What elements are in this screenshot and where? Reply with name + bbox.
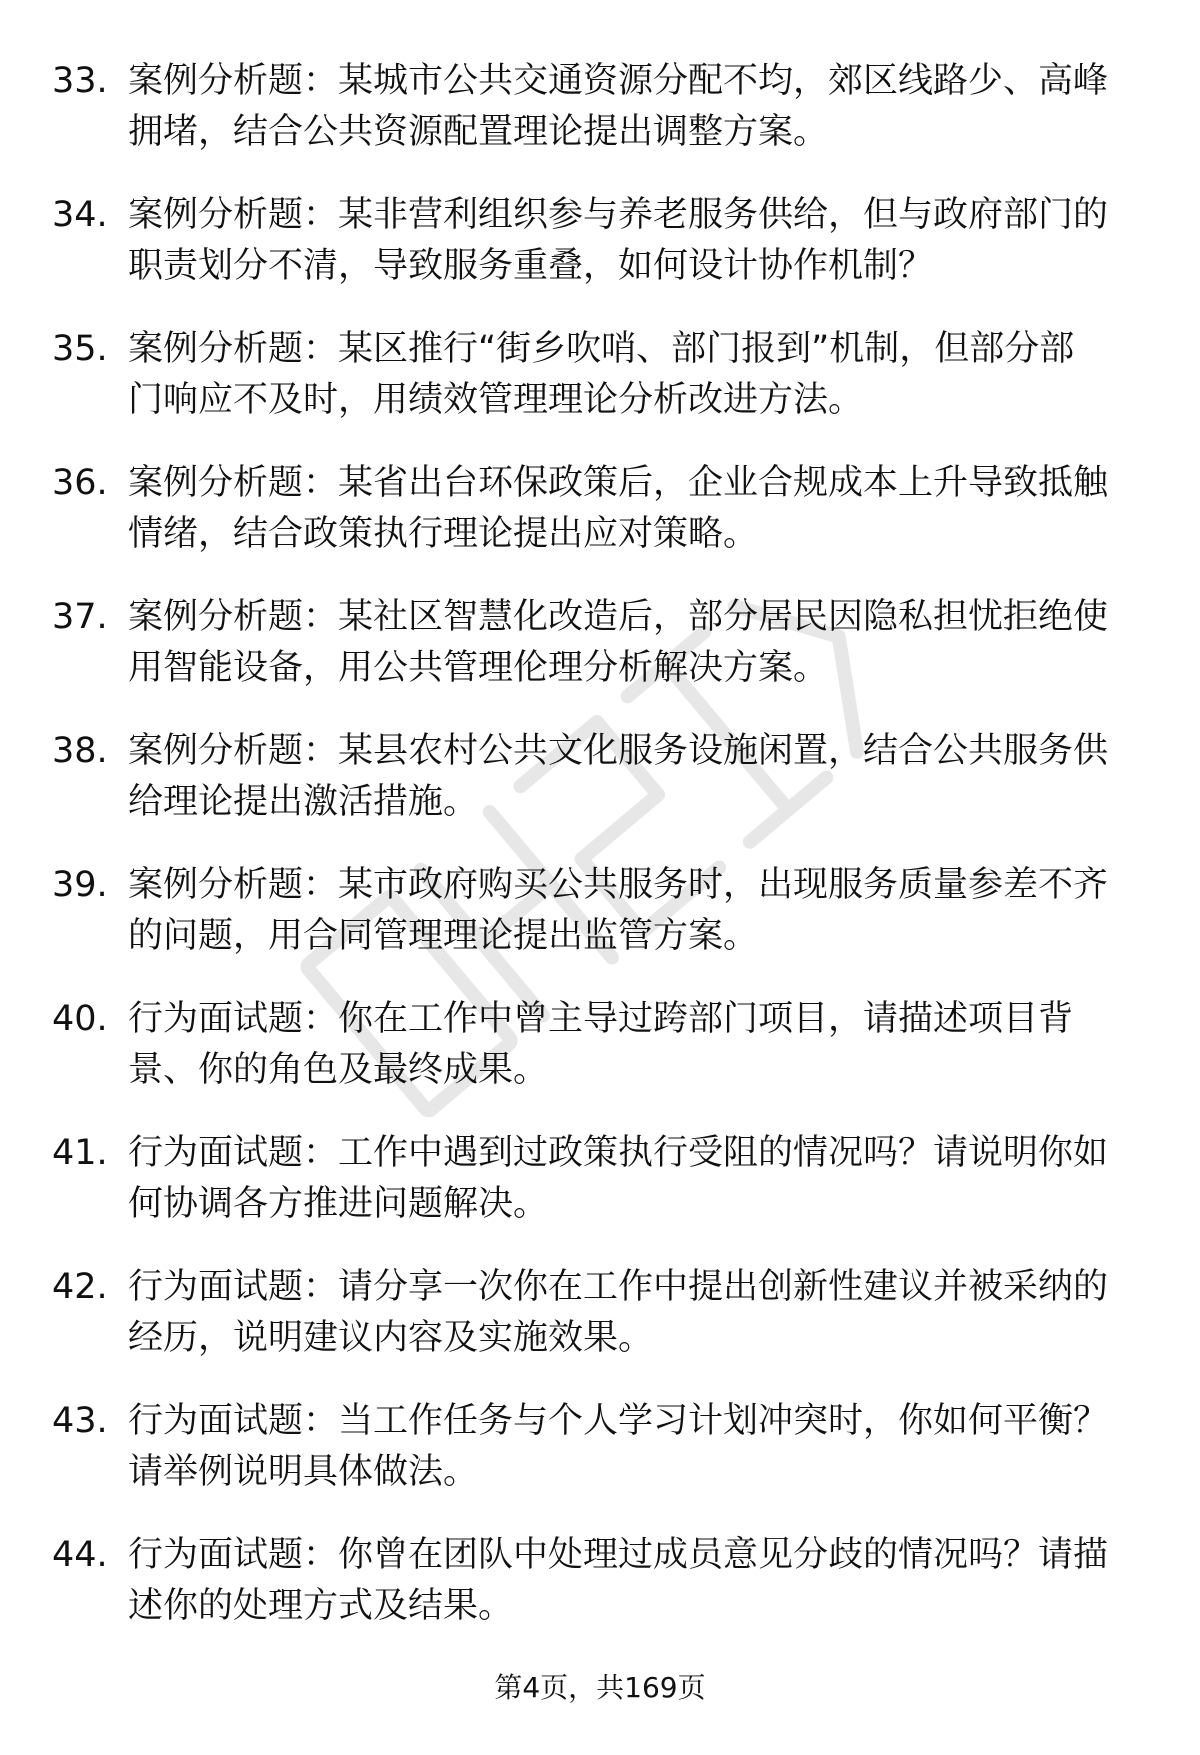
- question-text-line: 何协调各方推进问题解决。: [128, 1184, 549, 1224]
- page-footer: 第4页，共169页: [494, 1671, 706, 1704]
- question-text: [128, 726, 1138, 828]
- question-text-line: 行为面试题：你在工作中曾主导过跨部门项目，请描述项目背: [128, 999, 1074, 1039]
- question-text-line: 案例分析题：某区推行“街乡吹哨、部门报到”机制，但部分部: [128, 329, 1075, 369]
- question-list: [0, 56, 1200, 1664]
- question-item: [0, 190, 1200, 324]
- question-text: [128, 592, 1138, 694]
- question-text: [128, 458, 1138, 560]
- question-text-line: 案例分析题：某非营利组织参与养老服务供给，但与政府部门的: [128, 195, 1109, 235]
- question-text-line: 行为面试题：请分享一次你在工作中提出创新性建议并被采纳的: [128, 1267, 1109, 1307]
- question-item: [0, 994, 1200, 1128]
- question-text-line: 行为面试题：工作中遇到过政策执行受阻的情况吗？请说明你如: [128, 1133, 1109, 1173]
- question-text: [128, 56, 1138, 158]
- question-item: [0, 1530, 1200, 1664]
- question-item: [0, 860, 1200, 994]
- question-item: [0, 1128, 1200, 1262]
- question-text-line: 给理论提出激活措施。: [128, 782, 479, 822]
- question-number: 39.: [52, 865, 108, 905]
- question-text-line: 案例分析题：某城市公共交通资源分配不均，郊区线路少、高峰: [128, 61, 1109, 101]
- question-text: [128, 1262, 1138, 1364]
- question-text: [128, 190, 1138, 292]
- question-item: [0, 56, 1200, 190]
- question-text-line: 的问题，用合同管理理论提出监管方案。: [128, 916, 759, 956]
- question-number: 37.: [52, 597, 108, 637]
- question-number: 36.: [52, 463, 108, 503]
- question-text-line: 案例分析题：某社区智慧化改造后，部分居民因隐私担忧拒绝使: [128, 597, 1109, 637]
- question-item: [0, 458, 1200, 592]
- question-text-line: 案例分析题：某市政府购买公共服务时，出现服务质量参差不齐: [128, 865, 1109, 905]
- question-number: 38.: [52, 731, 108, 771]
- question-item: [0, 592, 1200, 726]
- question-text-line: 案例分析题：某省出台环保政策后，企业合规成本上升导致抵触: [128, 463, 1109, 503]
- question-number: 42.: [52, 1267, 108, 1307]
- question-text-line: 经历，说明建议内容及实施效果。: [128, 1318, 654, 1358]
- question-number: 35.: [52, 329, 108, 369]
- question-text: [128, 324, 1138, 426]
- question-item: [0, 726, 1200, 860]
- question-number: 33.: [52, 61, 108, 101]
- question-text: [128, 994, 1138, 1096]
- question-number: 34.: [52, 195, 108, 235]
- question-text-line: 拥堵，结合公共资源配置理论提出调整方案。: [128, 112, 829, 152]
- question-text-line: 行为面试题：当工作任务与个人学习计划冲突时，你如何平衡？: [128, 1401, 1109, 1441]
- question-text-line: 门响应不及时，用绩效管理理论分析改进方法。: [128, 380, 864, 420]
- question-text-line: 述你的处理方式及结果。: [128, 1586, 514, 1626]
- question-text-line: 行为面试题：你曾在团队中处理过成员意见分歧的情况吗？请描: [128, 1535, 1109, 1575]
- question-number: 43.: [52, 1401, 108, 1441]
- question-text-line: 用智能设备，用公共管理伦理分析解决方案。: [128, 648, 829, 688]
- question-text: [128, 860, 1138, 962]
- question-text: [128, 1530, 1138, 1632]
- question-number: 40.: [52, 999, 108, 1039]
- question-text: [128, 1128, 1138, 1230]
- question-item: [0, 1396, 1200, 1530]
- question-text: [128, 1396, 1138, 1498]
- question-number: 44.: [52, 1535, 108, 1575]
- question-text-line: 案例分析题：某县农村公共文化服务设施闲置，结合公共服务供: [128, 731, 1109, 771]
- question-text-line: 景、你的角色及最终成果。: [128, 1050, 549, 1090]
- question-item: [0, 1262, 1200, 1396]
- question-text-line: 职责划分不清，导致服务重叠，如何设计协作机制？: [128, 246, 934, 286]
- question-item: [0, 324, 1200, 458]
- question-text-line: 请举例说明具体做法。: [128, 1452, 479, 1492]
- question-text-line: 情绪，结合政策执行理论提出应对策略。: [128, 514, 759, 554]
- question-number: 41.: [52, 1133, 108, 1173]
